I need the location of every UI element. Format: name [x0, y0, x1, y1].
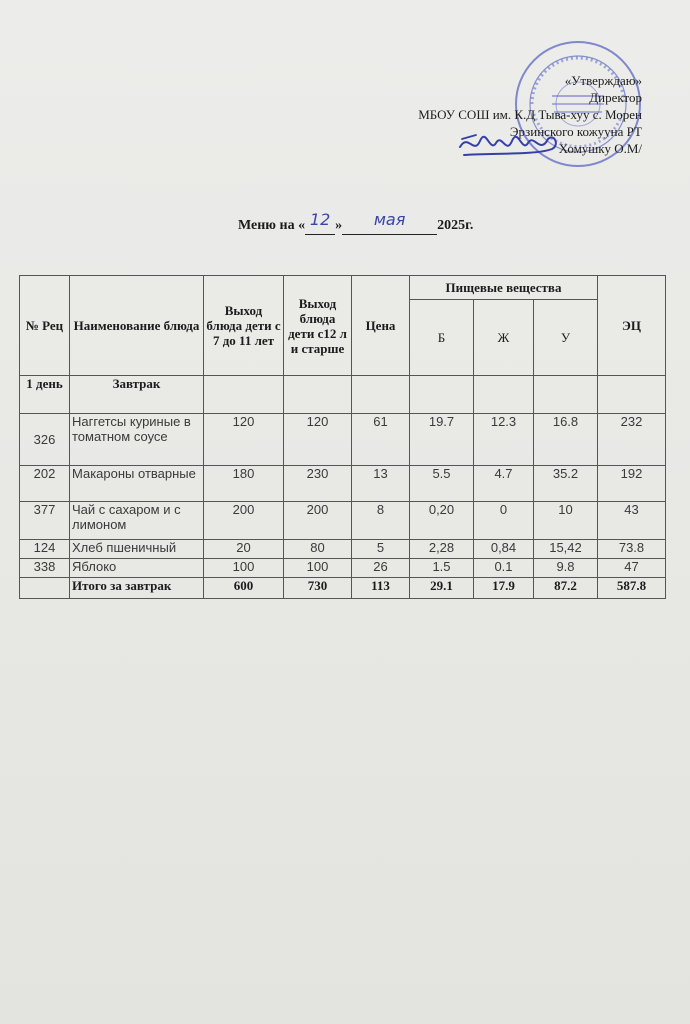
col-header-price: Цена [352, 276, 410, 376]
total-b: 29.1 [410, 578, 474, 599]
cell-b: 5.5 [410, 466, 474, 502]
handwritten-signature [456, 125, 566, 165]
approval-line-3: МБОУ СОШ им. К.Д Тыва-хуу с. Морен [418, 107, 642, 122]
cell-price: 5 [352, 540, 410, 559]
cell-u: 9.8 [534, 559, 598, 578]
cell-name: Чай с сахаром и с лимоном [70, 502, 204, 540]
total-price: 113 [352, 578, 410, 599]
table-row [20, 466, 666, 502]
approval-line-1: «Утверждаю» [564, 73, 642, 88]
total-row [20, 578, 666, 599]
cell-u: 16.8 [534, 414, 598, 466]
cell-price: 13 [352, 466, 410, 502]
approval-line-5: Хомушку О.М/ [558, 141, 642, 156]
cell-price: 26 [352, 559, 410, 578]
cell-zh: 4.7 [474, 466, 534, 502]
cell-zh: 0.1 [474, 559, 534, 578]
cell-name: Макароны отварные [70, 466, 204, 502]
menu-table [19, 275, 666, 599]
title-prefix: Меню на « [238, 218, 306, 233]
total-yield-7-11: 600 [204, 578, 284, 599]
cell-yield-7-11: 200 [204, 502, 284, 540]
col-header-yield-7-11: Выход блюда дети с 7 до 11 лет [204, 276, 284, 376]
total-label: Итого за завтрак [70, 578, 204, 599]
cell-price: 61 [352, 414, 410, 466]
cell-rec: 124 [20, 540, 70, 559]
cell-b: 2,28 [410, 540, 474, 559]
cell-yield-7-11: 180 [204, 466, 284, 502]
cell-energy: 192 [598, 466, 666, 502]
col-header-name: Наименование блюда [70, 276, 204, 376]
cell-energy: 43 [598, 502, 666, 540]
handwritten-day: 12 [309, 210, 331, 229]
approval-line-2: Директор [589, 90, 642, 105]
cell-name: Яблоко [70, 559, 204, 578]
cell-rec: 326 [20, 414, 70, 466]
cell-name: Хлеб пшеничный [70, 540, 204, 559]
total-yield-12: 730 [284, 578, 352, 599]
col-header-b: Б [410, 300, 474, 376]
cell-energy: 73.8 [598, 540, 666, 559]
cell-yield-12: 230 [284, 466, 352, 502]
cell-yield-7-11: 100 [204, 559, 284, 578]
total-zh: 17.9 [474, 578, 534, 599]
cell-energy: 47 [598, 559, 666, 578]
total-energy: 587.8 [598, 578, 666, 599]
cell-b: 1.5 [410, 559, 474, 578]
cell-b: 0,20 [410, 502, 474, 540]
cell-rec: 202 [20, 466, 70, 502]
cell-yield-12: 100 [284, 559, 352, 578]
table-row [20, 502, 666, 540]
total-u: 87.2 [534, 578, 598, 599]
cell-yield-7-11: 20 [204, 540, 284, 559]
cell-zh: 0,84 [474, 540, 534, 559]
cell-b: 19.7 [410, 414, 474, 466]
cell-yield-12: 120 [284, 414, 352, 466]
approval-line-4: Эрзинского кожууна РТ [509, 124, 642, 139]
col-header-rec: № Рец [20, 276, 70, 376]
day-blank [305, 210, 335, 235]
table-row [20, 414, 666, 466]
cell-rec: 377 [20, 502, 70, 540]
col-header-zh: Ж [474, 300, 534, 376]
cell-energy: 232 [598, 414, 666, 466]
cell-rec: 338 [20, 559, 70, 578]
cell-u: 15,42 [534, 540, 598, 559]
month-blank [342, 210, 437, 235]
cell-zh: 0 [474, 502, 534, 540]
title-quote-close: » [335, 218, 343, 233]
handwritten-month: мая [373, 210, 406, 229]
col-header-u: У [534, 300, 598, 376]
table-row [20, 540, 666, 559]
cell-price: 8 [352, 502, 410, 540]
cell-zh: 12.3 [474, 414, 534, 466]
col-header-energy: ЭЦ [598, 276, 666, 376]
cell-yield-12: 80 [284, 540, 352, 559]
menu-title [238, 210, 474, 235]
table-row [20, 559, 666, 578]
col-header-yield-12: Выход блюда дети с12 л и старше [284, 276, 352, 376]
cell-u: 10 [534, 502, 598, 540]
day-label: 1 день [20, 376, 70, 414]
meal-label: Завтрак [70, 376, 204, 414]
cell-u: 35.2 [534, 466, 598, 502]
cell-yield-12: 200 [284, 502, 352, 540]
cell-yield-7-11: 120 [204, 414, 284, 466]
col-header-nutrients: Пищевые вещества [410, 276, 598, 300]
title-year: 2025г. [437, 218, 474, 233]
cell-name: Наггетсы куриные в томатном соусе [70, 414, 204, 466]
day-row [20, 376, 666, 414]
